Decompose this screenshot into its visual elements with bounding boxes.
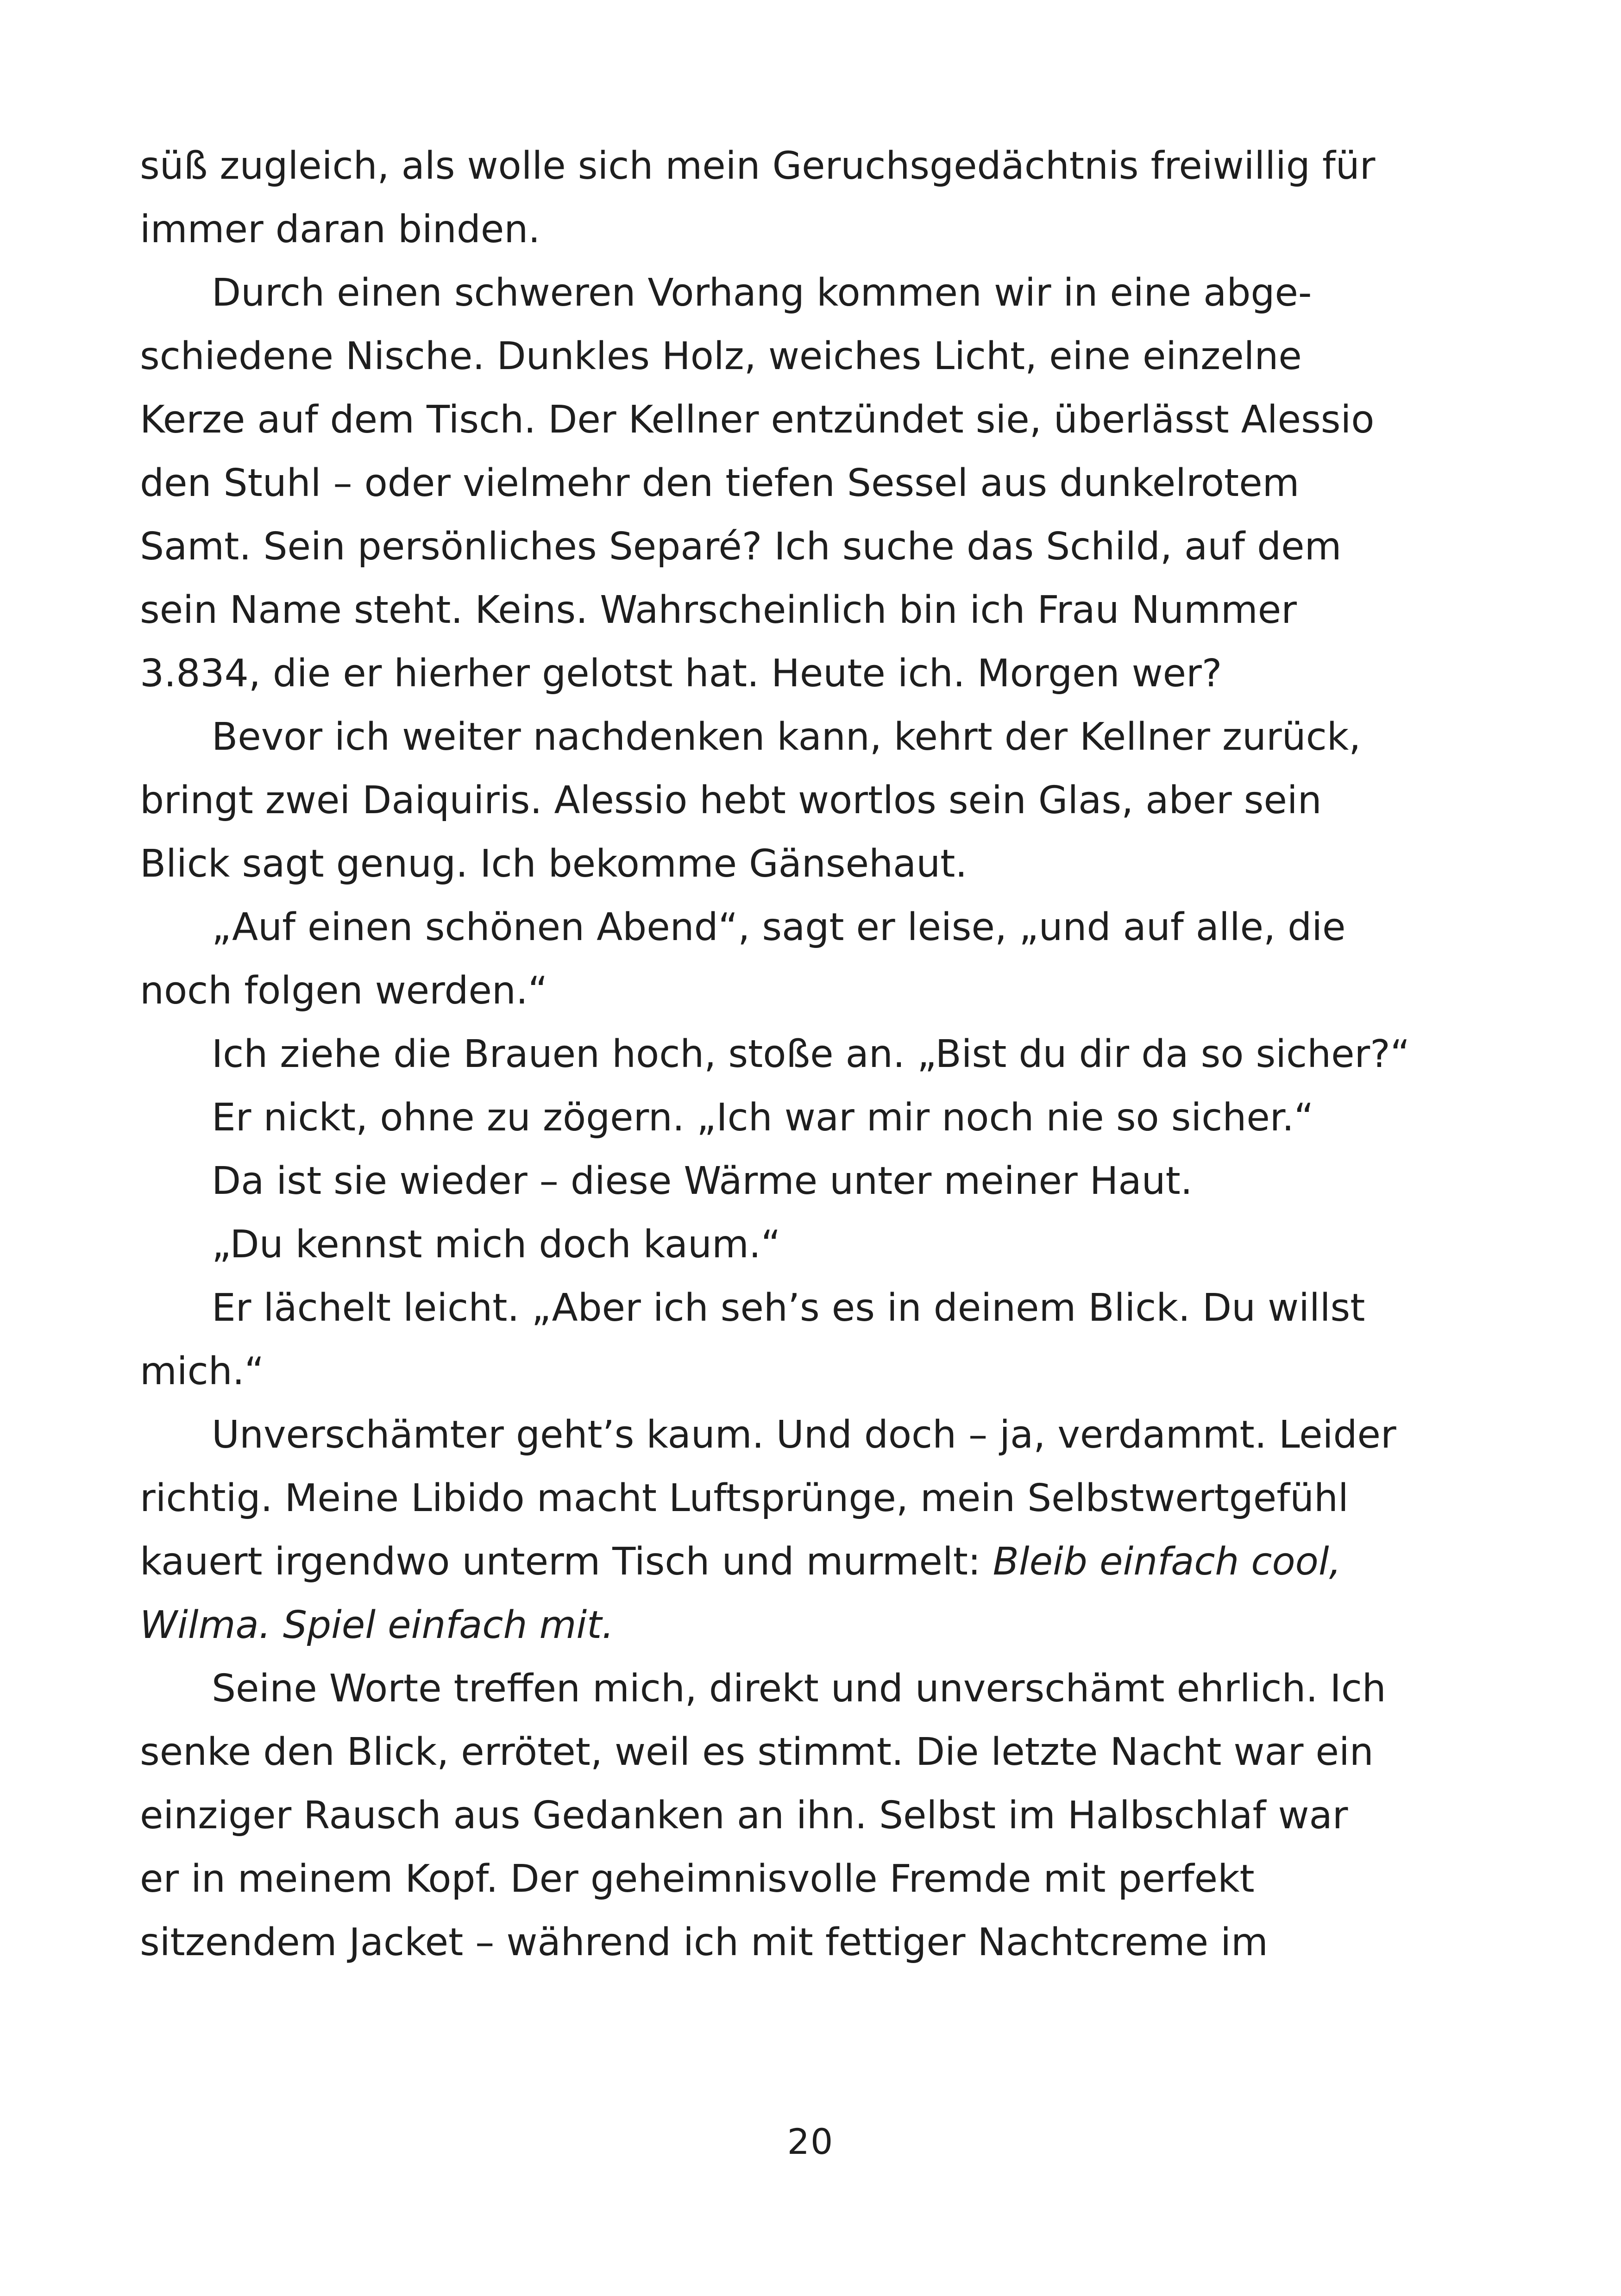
text-line: [140, 1086, 1409, 1149]
text-line: [140, 325, 1409, 388]
text-segment: einziger Rausch aus Gedanken an ihn. Selbst im Halbschlaf war: [140, 1794, 1348, 1838]
text-segment: senke den Blick, errötet, weil es stimmt. Die letzte Nacht war ein: [140, 1730, 1374, 1774]
text-line: [140, 705, 1409, 769]
text-line: [140, 1657, 1409, 1720]
text-segment: sein Name steht. Keins. Wahrscheinlich bin ich Frau Nummer: [140, 588, 1297, 632]
text-line: [140, 1784, 1409, 1847]
italic-text-segment: Bleib einfach cool,: [993, 1540, 1341, 1584]
text-segment: Blick sagt genug. Ich bekomme Gänsehaut.: [140, 842, 968, 886]
text-segment: immer daran binden.: [140, 207, 540, 251]
text-line: [140, 959, 1409, 1023]
text-line: [140, 642, 1409, 705]
text-segment: „Auf einen schönen Abend“, sagt er leise, „und auf alle, die: [212, 905, 1346, 949]
text-segment: schiedene Nische. Dunkles Holz, weiches Licht, eine einzelne: [140, 334, 1302, 378]
text-line: [140, 1847, 1409, 1911]
text-line: [140, 1276, 1409, 1340]
text-line: [140, 388, 1409, 452]
text-line: [140, 1403, 1409, 1467]
text-segment: Da ist sie wieder – diese Wärme unter meiner Haut.: [212, 1159, 1193, 1203]
text-line: [140, 769, 1409, 832]
text-line: [140, 896, 1409, 959]
text-segment: Er lächelt leicht. „Aber ich seh’s es in deinem Blick. Du willst: [212, 1286, 1365, 1330]
text-line: [140, 1720, 1409, 1784]
text-segment: Kerze auf dem Tisch. Der Kellner entzündet sie, überlässt Alessio: [140, 398, 1375, 442]
text-segment: süß zugleich, als wolle sich mein Geruchsgedächtnis freiwillig für: [140, 144, 1376, 188]
text-segment: Er nickt, ohne zu zögern. „Ich war mir noch nie so sicher.“: [212, 1096, 1314, 1140]
text-segment: Ich ziehe die Brauen hoch, stoße an. „Bist du dir da so sicher?“: [212, 1032, 1410, 1076]
text-line: [140, 1340, 1409, 1403]
text-segment: noch folgen werden.“: [140, 969, 548, 1013]
text-segment: Seine Worte treffen mich, direkt und unverschämt ehrlich. Ich: [212, 1667, 1386, 1711]
text-line: [140, 134, 1409, 198]
text-segment: Durch einen schweren Vorhang kommen wir in eine abge-: [212, 271, 1312, 315]
text-segment: Bevor ich weiter nachdenken kann, kehrt der Kellner zurück,: [212, 715, 1361, 759]
text-segment: Samt. Sein persönliches Separé? Ich suche das Schild, auf dem: [140, 525, 1342, 569]
text-line: [140, 515, 1409, 578]
text-line: [140, 1467, 1409, 1530]
text-line: [140, 452, 1409, 515]
text-segment: bringt zwei Daiquiris. Alessio hebt wortlos sein Glas, aber sein: [140, 778, 1322, 822]
text-segment: richtig. Meine Libido macht Luftsprünge, mein Selbstwertgefühl: [140, 1476, 1349, 1520]
text-segment: 3.834, die er hierher gelotst hat. Heute ich. Morgen wer?: [140, 652, 1222, 696]
text-segment: Unverschämter geht’s kaum. Und doch – ja, verdammt. Leider: [212, 1413, 1396, 1457]
text-segment: er in meinem Kopf. Der geheimnisvolle Fremde mit perfekt: [140, 1857, 1255, 1901]
body-text: [140, 134, 1409, 1974]
text-line: [140, 578, 1409, 642]
text-line: [140, 198, 1409, 261]
text-segment: kauert irgendwo unterm Tisch und murmelt:: [140, 1540, 993, 1584]
text-line: [140, 261, 1409, 325]
text-line: [140, 1023, 1409, 1086]
text-segment: sitzendem Jacket – während ich mit fettiger Nachtcreme im: [140, 1920, 1268, 1964]
text-line: [140, 832, 1409, 896]
italic-text-segment: Wilma. Spiel einfach mit.: [140, 1603, 614, 1647]
text-segment: „Du kennst mich doch kaum.“: [212, 1223, 781, 1267]
text-segment: den Stuhl – oder vielmehr den tiefen Sessel aus dunkelrotem: [140, 461, 1300, 505]
page-number: 20: [787, 2121, 834, 2162]
text-line: [140, 1593, 1409, 1657]
text-line: [140, 1213, 1409, 1276]
text-segment: mich.“: [140, 1349, 264, 1393]
text-line: [140, 1149, 1409, 1213]
text-line: [140, 1530, 1409, 1593]
text-line: [140, 1911, 1409, 1974]
